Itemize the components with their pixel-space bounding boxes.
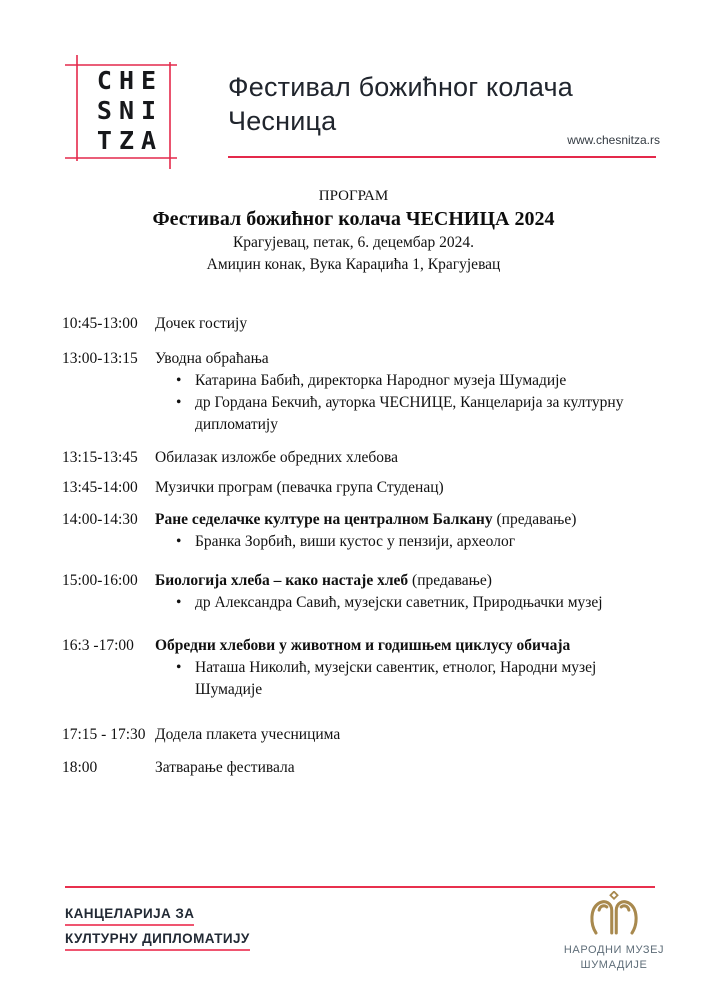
- schedule-row: [62, 477, 667, 499]
- website-link[interactable]: www.chesnitza.rs: [567, 133, 660, 147]
- event-bullet: • др Гордана Бекчић, ауторка ЧЕСНИЦЕ, Канцеларија за културну дипломатију: [155, 392, 645, 436]
- event-bullet: • Катарина Бабић, директорка Народног музеја Шумадије: [155, 370, 645, 392]
- event-bullets: [155, 370, 667, 436]
- event-title: [155, 447, 667, 469]
- event-time: 14:00-14:30: [62, 511, 138, 528]
- event-title-rest: Дочек гостију: [155, 315, 248, 332]
- event-bullets: [155, 531, 667, 553]
- event-time: 13:15-13:45: [62, 449, 138, 466]
- schedule-row: [62, 313, 667, 335]
- event-time: 10:45-13:00: [62, 315, 138, 332]
- event-title-bold: Обредни хлебови у животном и годишњем циклусу обичаја: [155, 637, 571, 654]
- program-label: ПРОГРАМ: [318, 188, 389, 204]
- schedule-row: [62, 570, 667, 614]
- program-date: Крагујевац, петак, 6. децембар 2024.: [232, 234, 475, 251]
- museum-logo: [562, 891, 666, 973]
- event-bullets: [155, 592, 667, 614]
- schedule-row: [62, 509, 667, 553]
- event-title: [155, 477, 667, 499]
- event-time: 13:00-13:15: [62, 350, 138, 367]
- event-title: [155, 348, 667, 370]
- event-description: [155, 348, 667, 436]
- event-description: [155, 724, 667, 746]
- program-venue: Амиџин конак, Вука Караџића 1, Крагујевац: [206, 256, 501, 273]
- event-bullet: • Бранка Зорбић, виши кустос у пензији, археолог: [155, 531, 645, 553]
- museum-name: [562, 943, 666, 973]
- schedule-row: [62, 348, 667, 436]
- header-divider: [228, 156, 656, 158]
- event-title-rest: (предавање): [492, 511, 577, 528]
- event-title: [155, 570, 667, 592]
- event-title: [155, 509, 667, 531]
- event-description: [155, 313, 667, 335]
- event-title: [155, 757, 667, 779]
- office-line1: КАНЦЕЛАРИЈА ЗА: [65, 906, 194, 926]
- event-title: [155, 724, 667, 746]
- event-time: 18:00: [62, 759, 98, 776]
- schedule-row: [62, 757, 667, 779]
- crown-icon: [587, 891, 641, 939]
- event-description: [155, 447, 667, 469]
- event-title-rest: Затварање фестивала: [155, 759, 295, 776]
- logo-letters: [77, 63, 176, 159]
- festival-title: [228, 70, 573, 138]
- event-bullets: [155, 657, 667, 701]
- office-line2: КУЛТУРНУ ДИПЛОМАТИЈУ: [65, 931, 250, 951]
- event-description: [155, 635, 667, 701]
- event-bullet: • Наташа Николић, музејски савентик, етнолог, Народни музеј Шумадије: [155, 657, 645, 701]
- event-title-rest: (предавање): [408, 572, 492, 589]
- festival-title-line2: Чесница: [228, 106, 337, 136]
- logo-line-1: CHE: [96, 66, 164, 95]
- museum-name-line2: ШУМАДИЈЕ: [580, 959, 648, 971]
- event-bullet: • др Александра Савић, музејски саветник, Природњачки музеј: [155, 592, 645, 614]
- logo-line-2: SNI: [96, 96, 164, 125]
- event-title: [155, 635, 667, 657]
- schedule-row: [62, 447, 667, 469]
- event-description: [155, 757, 667, 779]
- event-title: [155, 313, 667, 335]
- schedule-row: [62, 635, 667, 701]
- museum-name-line1: НАРОДНИ МУЗЕЈ: [563, 944, 665, 956]
- event-title-rest: Музички програм (певачка група Студенац): [155, 479, 444, 496]
- event-description: [155, 509, 667, 553]
- event-description: [155, 570, 667, 614]
- schedule: [62, 313, 667, 779]
- event-time: 15:00-16:00: [62, 572, 138, 589]
- festival-title-line1: Фестивал божићног колача: [228, 72, 574, 102]
- event-title-rest: Додела плакета учесницима: [155, 726, 341, 743]
- event-time: 17:15 - 17:30: [62, 726, 146, 743]
- event-time: 13:45-14:00: [62, 479, 138, 496]
- event-title-bold: Биологија хлеба – како настаје хлеб: [155, 572, 409, 589]
- office-logo: [65, 906, 250, 956]
- event-time: 16:3 -17:00: [62, 637, 134, 654]
- event-description: [155, 477, 667, 499]
- schedule-row: [62, 724, 667, 746]
- program-title: Фестивал божићног колача ЧЕСНИЦА 2024: [152, 208, 555, 230]
- logo-line-3: TZA: [96, 126, 164, 155]
- program-heading: [0, 188, 707, 275]
- event-title-rest: Уводна обраћања: [155, 350, 269, 367]
- event-title-bold: Ране седелачке културе на централном Балкану: [155, 511, 493, 528]
- event-title-rest: Обилазак изложбе обредних хлебова: [155, 449, 399, 466]
- footer-divider: [65, 886, 655, 888]
